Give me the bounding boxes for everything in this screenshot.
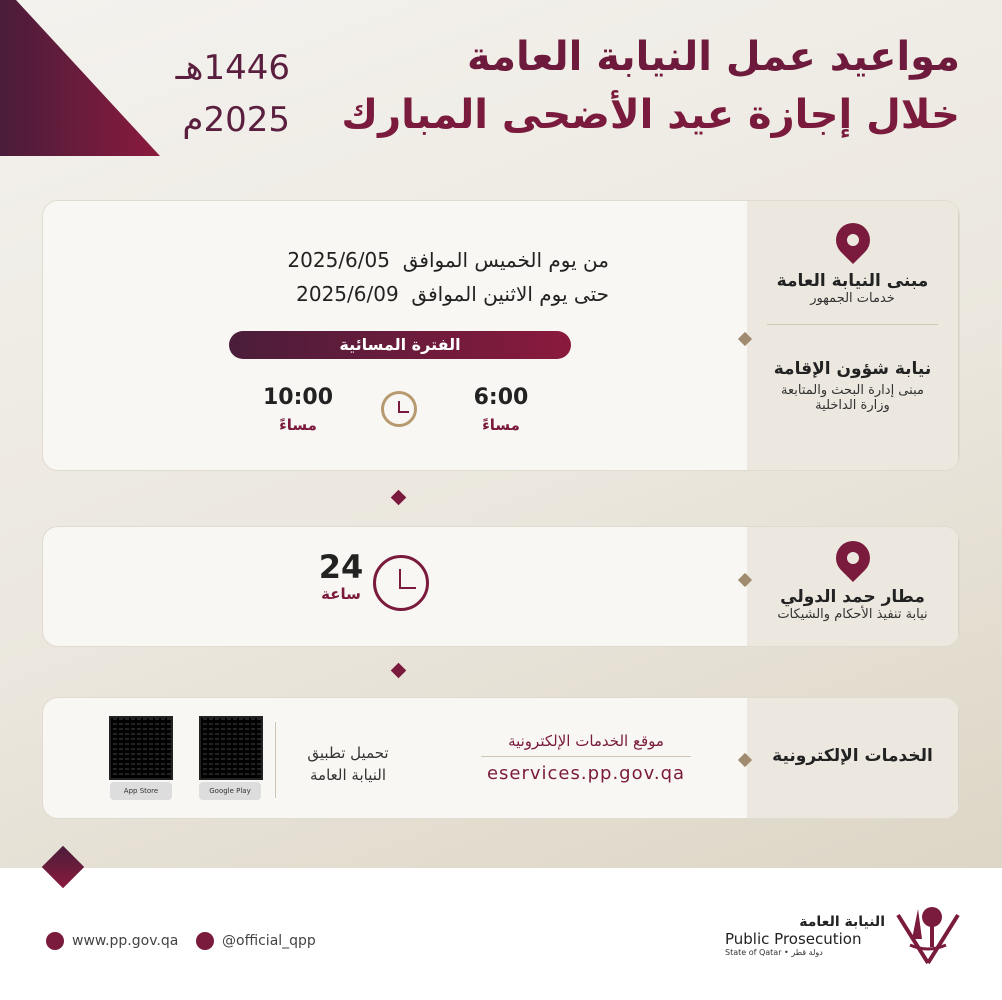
from-label: من يوم الخميس الموافق	[402, 248, 609, 272]
title-line-1: مواعيد عمل النيابة العامة	[467, 34, 960, 80]
stopwatch-icon	[373, 555, 429, 611]
card-side	[747, 527, 959, 646]
location-title: مبنى النيابة العامة	[776, 271, 929, 291]
to-label: حتى يوم الاثنين الموافق	[411, 282, 609, 306]
years	[160, 42, 290, 146]
end-time-value: 10:00	[262, 385, 334, 410]
hours-label: ساعة	[321, 585, 361, 603]
start-time-suffix: مساءً	[482, 416, 520, 434]
google-play-qr-code	[201, 718, 261, 778]
hours-value: 24	[318, 548, 364, 586]
from-date: 2025/6/05	[287, 248, 390, 272]
site-label: موقع الخدمات الإلكترونية	[481, 732, 691, 757]
card-side	[747, 698, 959, 818]
location-subtitle: مبنى إدارة البحث والمتابعة	[781, 383, 924, 398]
instagram-text: @official_qpp	[222, 933, 316, 949]
logo-state: State of Qatar • دولة قطر	[725, 948, 823, 957]
location-pin-icon	[828, 534, 876, 582]
title-line-2: خلال إجازة عيد الأضحى المبارك	[341, 92, 960, 138]
eservices-title: الخدمات الإلكترونية	[772, 746, 933, 766]
instagram-link[interactable]	[196, 932, 316, 950]
location-subtitle: وزارة الداخلية	[815, 398, 890, 413]
card-main-building	[42, 200, 960, 471]
qatar-emblem-logo	[890, 895, 966, 971]
start-time	[461, 385, 541, 434]
app-download-text	[293, 742, 403, 786]
clock-icon	[381, 391, 417, 427]
to-date: 2025/6/09	[296, 282, 399, 306]
google-play-badge[interactable]: Google Play	[199, 782, 261, 800]
website-text: www.pp.gov.qa	[72, 933, 179, 949]
end-time-suffix: مساءً	[279, 416, 317, 434]
card-eservices	[42, 697, 960, 819]
website-link[interactable]	[46, 932, 178, 950]
period-badge: الفترة المسائية	[229, 331, 571, 359]
location-subtitle: خدمات الجمهور	[810, 291, 895, 306]
year-hijri: 1446هـ	[175, 48, 290, 88]
end-time	[253, 385, 343, 434]
start-time-value: 6:00	[473, 385, 529, 410]
app-store-badge[interactable]: App Store	[110, 782, 172, 800]
globe-icon	[46, 932, 64, 950]
year-gregorian: 2025م	[182, 100, 290, 140]
card-airport	[42, 526, 960, 647]
location-title: مطار حمد الدولي	[780, 587, 925, 607]
location-pin-icon	[828, 216, 876, 264]
logo-text	[725, 914, 885, 957]
location-subtitle: نيابة تنفيذ الأحكام والشيكات	[777, 607, 928, 622]
site-link[interactable]: eservices.pp.gov.qa	[486, 763, 686, 784]
card-side	[747, 201, 959, 470]
instagram-icon	[196, 932, 214, 950]
app-line-1: تحميل تطبيق	[307, 744, 389, 762]
logo-english: Public Prosecution	[725, 930, 862, 948]
page-title	[341, 28, 960, 144]
eservices-site	[481, 732, 691, 784]
date-range	[287, 243, 609, 311]
app-store-qr-code	[111, 718, 171, 778]
app-line-2: النيابة العامة	[310, 766, 386, 784]
location-title: نيابة شؤون الإقامة	[773, 359, 932, 379]
logo-arabic: النيابة العامة	[799, 914, 885, 930]
hours	[313, 549, 369, 603]
